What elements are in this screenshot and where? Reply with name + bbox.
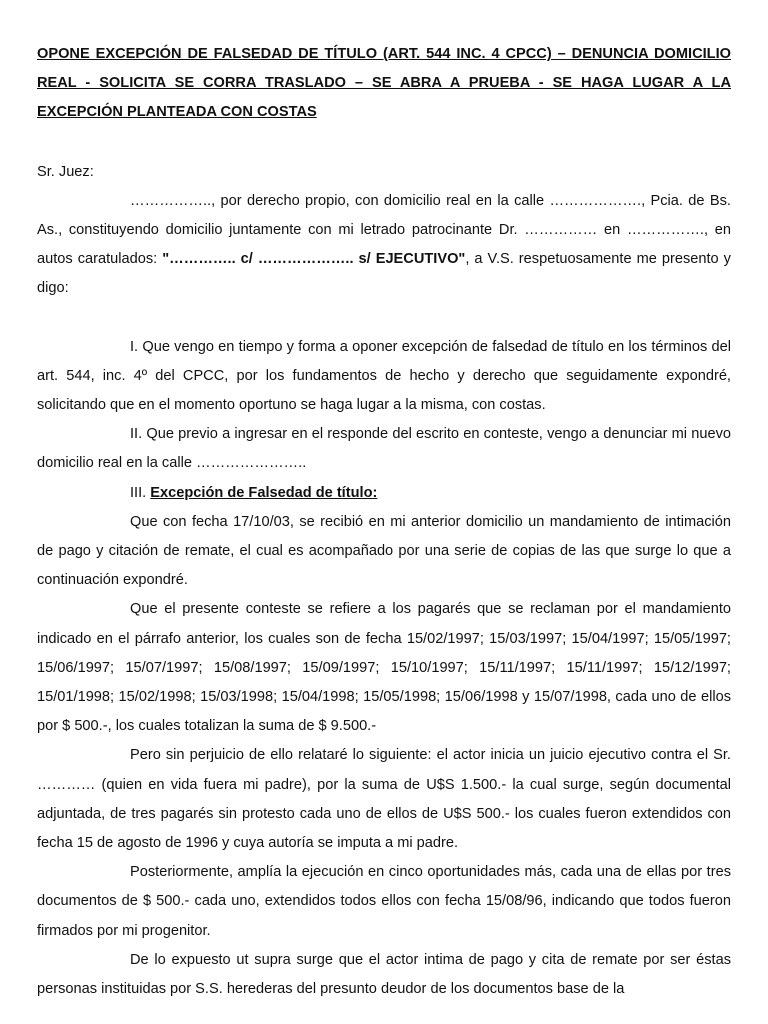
section-1-paragraph: I. Que vengo en tiempo y forma a oponer excepción de falsedad de título en los términos del art. 544, inc. 4º del CPCC, por los fundamentos de hecho y derecho que seguidamente expondré, solicitando que en el momento oportuno se haga lugar a la misma, con costas. — [37, 338, 731, 414]
document-body — [37, 40, 731, 1004]
intro-text-1: …………….., por derecho propio, con domicilio real en la calle ………………., Pcia. de Bs. As., constituyendo domicilio juntamente con mi letrado patrocinante Dr. …………… en ……………., en autos caratulados: — [37, 192, 731, 268]
section-3-number: III. — [130, 484, 151, 501]
body-paragraph-5: De lo expuesto ut supra surge que el actor intima de pago y cita de remate por ser éstas personas instituidas por S.S. herederas del presunto deudor de los documentos base de la — [37, 951, 731, 998]
document-title: OPONE EXCEPCIÓN DE FALSEDAD DE TÍTULO (ART. 544 INC. 4 CPCC) – DENUNCIA DOMICILIO REAL - SOLICITA SE CORRA TRASLADO – SE ABRA A PRUEBA - SE HAGA LUGAR A LA EXCEPCIÓN PLANTEADA CON COSTAS — [37, 46, 731, 121]
section-3-heading — [37, 479, 731, 508]
intro-text-2: , a V.S. respetuosamente me presento y digo: — [37, 251, 731, 297]
salutation: Sr. Juez: — [37, 163, 94, 180]
body-paragraph-1: Que con fecha 17/10/03, se recibió en mi anterior domicilio un mandamiento de intimación de pago y citación de remate, el cual es acompañado por una serie de copias de las que surge lo que a continuación expondré. — [37, 513, 731, 589]
body-paragraph-4: Posteriormente, amplía la ejecución en cinco oportunidades más, cada una de ellas por tres documentos de $ 500.- cada uno, extendidos todos ellos con fecha 15/08/96, indicando que todos fueron firmados por mi progenitor. — [37, 864, 731, 939]
section-2-paragraph: II. Que previo a ingresar en el responde del escrito en conteste, vengo a denunciar mi nuevo domicilio real en la calle ………………….. — [37, 426, 731, 472]
section-3-title: Excepción de Falsedad de título: — [150, 484, 378, 501]
body-paragraph-3: Pero sin perjuicio de ello relataré lo siguiente: el actor inicia un juicio ejecutivo contra el Sr. ………… (quien en vida fuera mi padre), por la suma de U$S 1.500.- la cual surge, según documental adjuntada, de tres pagarés sin protesto cada uno de ellos de U$S 500.- los cuales fueron extendidos con fecha 15 de agosto de 1996 y cuya autoría se imputa a mi padre. — [37, 747, 731, 852]
body-paragraph-2: Que el presente conteste se refiere a los pagarés que se reclaman por el mandamiento indicado en el párrafo anterior, los cuales son de fecha 15/02/1997; 15/03/1997; 15/04/1997; 15/05/1997; 15/06/1997; 15/07/1997; 15/08/1997; 15/09/1997; 15/10/1997; 15/11/1997; 15/11/1997; 15/12/1997; 15/01/1998; 15/02/1998; 15/03/1998; 15/04/1998; 15/05/1998; 15/06/1998 y 15/07/1998, cada uno de ellos por $ 500.-, los cuales totalizan la suma de $ 9.500.- — [37, 601, 731, 735]
case-caption: "………….. c/ ……………….. s/ EJECUTIVO" — [162, 251, 466, 268]
intro-paragraph — [37, 187, 731, 304]
